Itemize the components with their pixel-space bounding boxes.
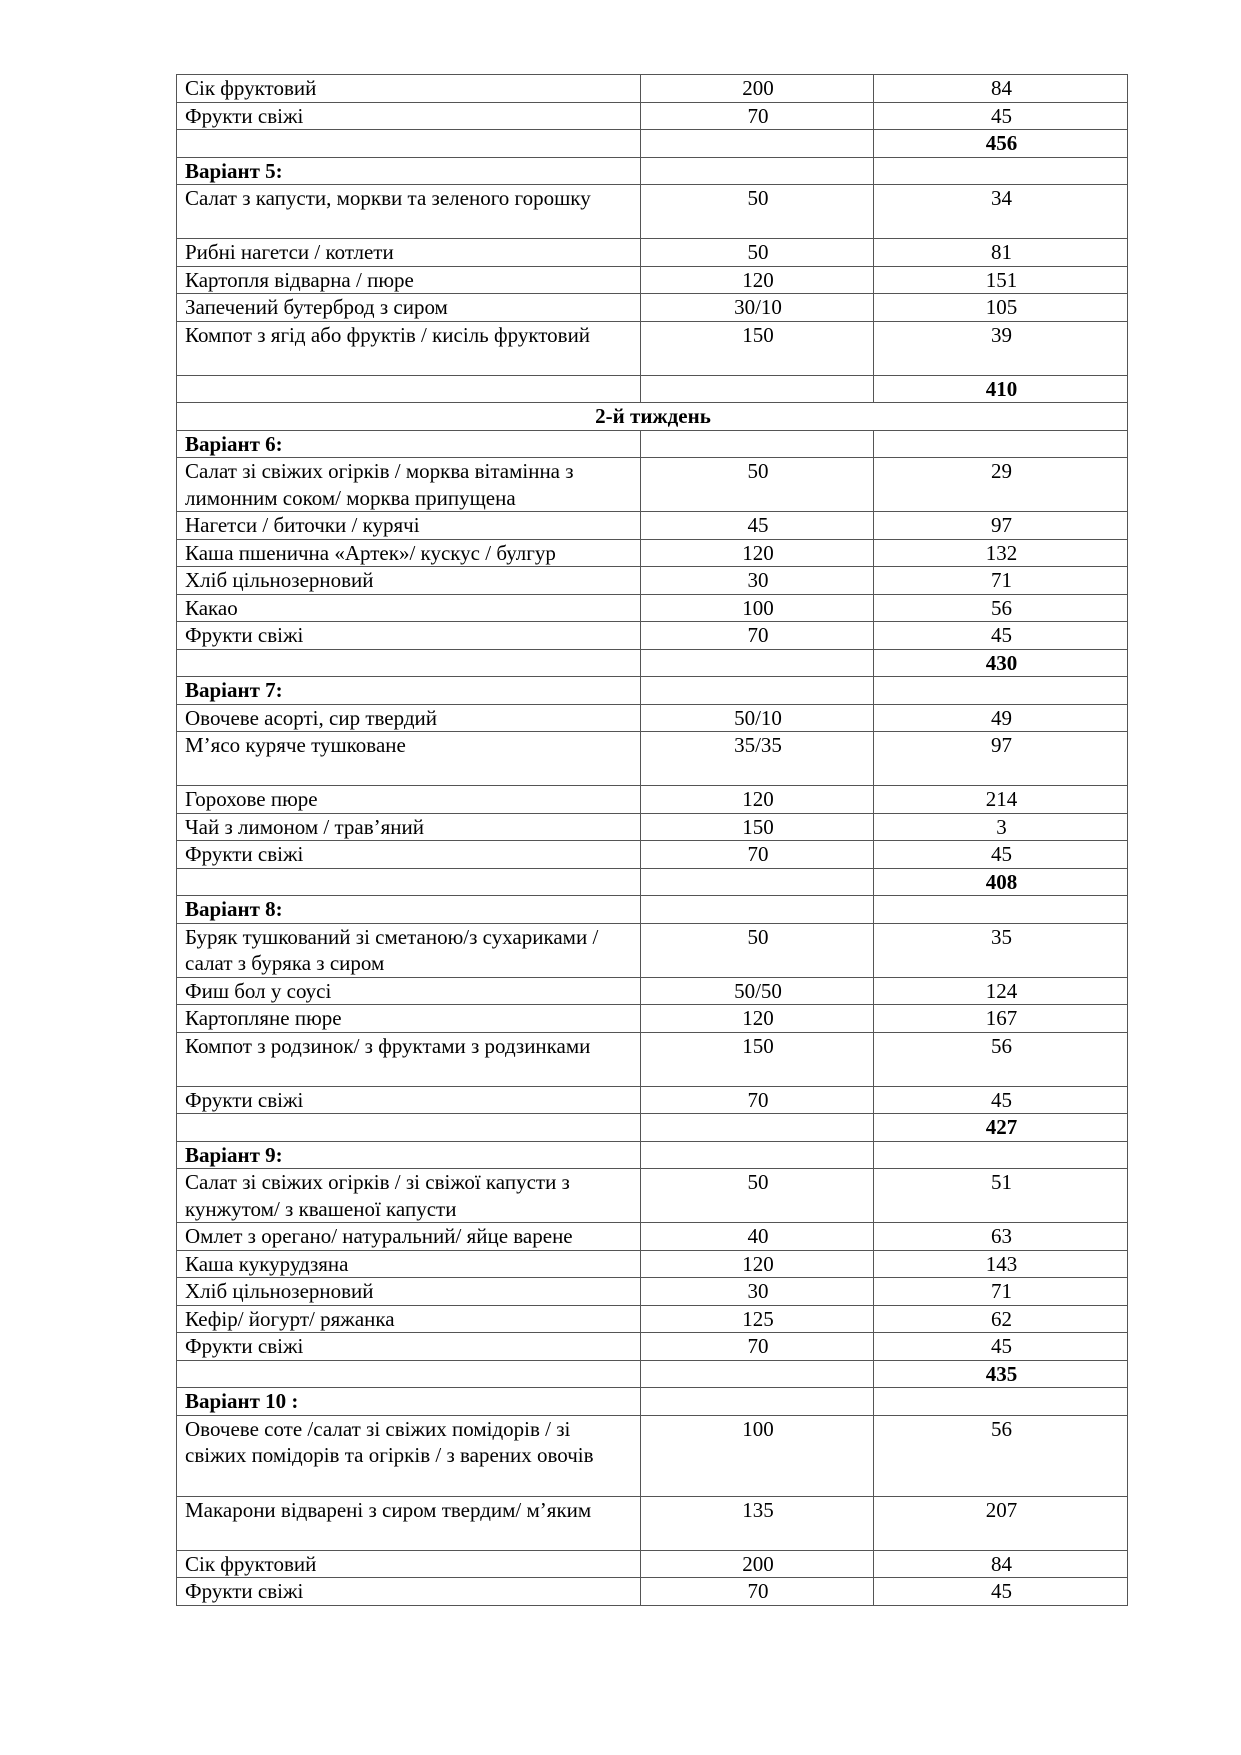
kcal-cell: 214 <box>874 786 1128 814</box>
dish-name-cell: Запечений бутерброд з сиром <box>177 294 641 322</box>
dish-name-cell: Компот з родзинок/ з фруктами з родзинками <box>177 1032 641 1086</box>
menu-item-row <box>177 1578 1128 1606</box>
kcal-cell: 34 <box>874 185 1128 239</box>
kcal-cell: 207 <box>874 1496 1128 1550</box>
dish-name-cell: Салат зі свіжих огірків / зі свіжої капусти з кунжутом/ з квашеної капусти <box>177 1169 641 1223</box>
dish-name-cell: Компот з ягід або фруктів / кисіль фруктовий <box>177 321 641 375</box>
dish-name-cell: Макарони відварені з сиром твердим/ м’яким <box>177 1496 641 1550</box>
weight-cell: 35/35 <box>641 732 874 786</box>
dish-name-cell: Нагетси / биточки / курячі <box>177 512 641 540</box>
menu-item-row <box>177 1550 1128 1578</box>
variant-label-cell: Варіант 6: <box>177 430 641 458</box>
weight-cell: 120 <box>641 266 874 294</box>
menu-item-row <box>177 294 1128 322</box>
total-row <box>177 1114 1128 1142</box>
total-row <box>177 130 1128 158</box>
kcal-cell: 49 <box>874 704 1128 732</box>
menu-item-row <box>177 567 1128 595</box>
dish-name-cell: Картопляне пюре <box>177 1005 641 1033</box>
kcal-cell: 132 <box>874 539 1128 567</box>
weight-cell: 50 <box>641 923 874 977</box>
kcal-cell: 71 <box>874 1278 1128 1306</box>
menu-item-row <box>177 841 1128 869</box>
variant-header-row <box>177 896 1128 924</box>
menu-item-row <box>177 1496 1128 1550</box>
empty-cell <box>177 1360 641 1388</box>
weight-cell: 70 <box>641 102 874 130</box>
menu-item-row <box>177 1415 1128 1496</box>
weight-cell: 30 <box>641 1278 874 1306</box>
menu-item-row <box>177 1250 1128 1278</box>
empty-cell <box>874 677 1128 705</box>
dish-name-cell: Горохове пюре <box>177 786 641 814</box>
weight-cell: 45 <box>641 512 874 540</box>
weight-cell: 50 <box>641 458 874 512</box>
kcal-cell: 39 <box>874 321 1128 375</box>
empty-cell <box>641 430 874 458</box>
menu-item-row <box>177 102 1128 130</box>
weight-cell: 100 <box>641 594 874 622</box>
kcal-cell: 45 <box>874 841 1128 869</box>
dish-name-cell: Фрукти свіжі <box>177 841 641 869</box>
menu-item-row <box>177 786 1128 814</box>
kcal-cell: 56 <box>874 1032 1128 1086</box>
menu-item-row <box>177 1086 1128 1114</box>
weight-cell: 150 <box>641 1032 874 1086</box>
total-kcal-cell: 430 <box>874 649 1128 677</box>
variant-header-row <box>177 430 1128 458</box>
weight-cell: 200 <box>641 75 874 103</box>
kcal-cell: 51 <box>874 1169 1128 1223</box>
weight-cell: 30 <box>641 567 874 595</box>
total-kcal-cell: 456 <box>874 130 1128 158</box>
menu-item-row <box>177 539 1128 567</box>
weight-cell: 50 <box>641 185 874 239</box>
total-kcal-cell: 410 <box>874 375 1128 403</box>
weight-cell: 70 <box>641 1333 874 1361</box>
menu-item-row <box>177 185 1128 239</box>
menu-item-row <box>177 813 1128 841</box>
menu-item-row <box>177 1305 1128 1333</box>
menu-item-row <box>177 622 1128 650</box>
menu-item-row <box>177 512 1128 540</box>
dish-name-cell: Сік фруктовий <box>177 75 641 103</box>
weight-cell: 120 <box>641 786 874 814</box>
week-header-row <box>177 403 1128 431</box>
dish-name-cell: Какао <box>177 594 641 622</box>
variant-label-cell: Варіант 7: <box>177 677 641 705</box>
menu-item-row <box>177 704 1128 732</box>
total-row <box>177 649 1128 677</box>
dish-name-cell: Фрукти свіжі <box>177 1086 641 1114</box>
variant-header-row <box>177 677 1128 705</box>
weight-cell: 120 <box>641 1250 874 1278</box>
empty-cell <box>641 868 874 896</box>
empty-cell <box>641 375 874 403</box>
variant-label-cell: Варіант 10 : <box>177 1388 641 1416</box>
dish-name-cell: Картопля відварна / пюре <box>177 266 641 294</box>
dish-name-cell: Рибні нагетси / котлети <box>177 239 641 267</box>
kcal-cell: 97 <box>874 512 1128 540</box>
menu-item-row <box>177 923 1128 977</box>
weight-cell: 70 <box>641 1578 874 1606</box>
weight-cell: 50/50 <box>641 977 874 1005</box>
menu-table <box>176 74 1128 1606</box>
empty-cell <box>874 1141 1128 1169</box>
dish-name-cell: Овочеве асорті, сир твердий <box>177 704 641 732</box>
empty-cell <box>177 375 641 403</box>
empty-cell <box>641 896 874 924</box>
weight-cell: 120 <box>641 539 874 567</box>
kcal-cell: 63 <box>874 1223 1128 1251</box>
kcal-cell: 56 <box>874 1415 1128 1496</box>
dish-name-cell: Хліб цільнозерновий <box>177 1278 641 1306</box>
empty-cell <box>641 157 874 185</box>
menu-item-row <box>177 1223 1128 1251</box>
weight-cell: 120 <box>641 1005 874 1033</box>
variant-label-cell: Варіант 9: <box>177 1141 641 1169</box>
dish-name-cell: Сік фруктовий <box>177 1550 641 1578</box>
empty-cell <box>641 130 874 158</box>
variant-label-cell: Варіант 5: <box>177 157 641 185</box>
kcal-cell: 45 <box>874 1086 1128 1114</box>
menu-table-body <box>177 75 1128 1606</box>
dish-name-cell: Фрукти свіжі <box>177 1578 641 1606</box>
kcal-cell: 84 <box>874 75 1128 103</box>
menu-item-row <box>177 594 1128 622</box>
dish-name-cell: М’ясо куряче тушковане <box>177 732 641 786</box>
menu-item-row <box>177 1333 1128 1361</box>
menu-item-row <box>177 1169 1128 1223</box>
kcal-cell: 29 <box>874 458 1128 512</box>
weight-cell: 150 <box>641 813 874 841</box>
kcal-cell: 45 <box>874 1333 1128 1361</box>
weight-cell: 50 <box>641 1169 874 1223</box>
empty-cell <box>641 677 874 705</box>
weight-cell: 40 <box>641 1223 874 1251</box>
dish-name-cell: Буряк тушкований зі сметаною/з сухариками /салат з буряка з сиром <box>177 923 641 977</box>
total-row <box>177 868 1128 896</box>
week-title-cell: 2-й тиждень <box>177 403 1128 431</box>
dish-name-cell: Хліб цільнозерновий <box>177 567 641 595</box>
weight-cell: 70 <box>641 1086 874 1114</box>
empty-cell <box>641 1114 874 1142</box>
dish-name-cell: Фрукти свіжі <box>177 102 641 130</box>
kcal-cell: 105 <box>874 294 1128 322</box>
menu-item-row <box>177 321 1128 375</box>
empty-cell <box>874 430 1128 458</box>
weight-cell: 135 <box>641 1496 874 1550</box>
dish-name-cell: Салат зі свіжих огірків / морква вітамінна з лимонним соком/ морква припущена <box>177 458 641 512</box>
kcal-cell: 143 <box>874 1250 1128 1278</box>
dish-name-cell: Омлет з орегано/ натуральний/ яйце варене <box>177 1223 641 1251</box>
empty-cell <box>177 649 641 677</box>
variant-header-row <box>177 157 1128 185</box>
dish-name-cell: Салат з капусти, моркви та зеленого горошку <box>177 185 641 239</box>
dish-name-cell: Фрукти свіжі <box>177 622 641 650</box>
dish-name-cell: Фиш бол у соусі <box>177 977 641 1005</box>
menu-item-row <box>177 977 1128 1005</box>
dish-name-cell: Каша кукурудзяна <box>177 1250 641 1278</box>
weight-cell: 70 <box>641 841 874 869</box>
variant-header-row <box>177 1388 1128 1416</box>
dish-name-cell: Фрукти свіжі <box>177 1333 641 1361</box>
empty-cell <box>874 157 1128 185</box>
weight-cell: 150 <box>641 321 874 375</box>
weight-cell: 50 <box>641 239 874 267</box>
menu-item-row <box>177 458 1128 512</box>
kcal-cell: 151 <box>874 266 1128 294</box>
weight-cell: 125 <box>641 1305 874 1333</box>
kcal-cell: 56 <box>874 594 1128 622</box>
weight-cell: 70 <box>641 622 874 650</box>
empty-cell <box>874 896 1128 924</box>
variant-label-cell: Варіант 8: <box>177 896 641 924</box>
menu-item-row <box>177 1278 1128 1306</box>
variant-header-row <box>177 1141 1128 1169</box>
empty-cell <box>177 130 641 158</box>
empty-cell <box>641 1360 874 1388</box>
menu-item-row <box>177 732 1128 786</box>
empty-cell <box>177 868 641 896</box>
empty-cell <box>177 1114 641 1142</box>
kcal-cell: 3 <box>874 813 1128 841</box>
kcal-cell: 124 <box>874 977 1128 1005</box>
total-row <box>177 1360 1128 1388</box>
total-kcal-cell: 408 <box>874 868 1128 896</box>
dish-name-cell: Каша пшенична «Артек»/ кускус / булгур <box>177 539 641 567</box>
kcal-cell: 97 <box>874 732 1128 786</box>
menu-item-row <box>177 1032 1128 1086</box>
menu-item-row <box>177 239 1128 267</box>
kcal-cell: 167 <box>874 1005 1128 1033</box>
weight-cell: 50/10 <box>641 704 874 732</box>
kcal-cell: 81 <box>874 239 1128 267</box>
kcal-cell: 71 <box>874 567 1128 595</box>
total-kcal-cell: 435 <box>874 1360 1128 1388</box>
empty-cell <box>641 1388 874 1416</box>
empty-cell <box>641 649 874 677</box>
kcal-cell: 45 <box>874 102 1128 130</box>
empty-cell <box>874 1388 1128 1416</box>
dish-name-cell: Овочеве соте /салат зі свіжих помідорів / зі свіжих помідорів та огірків / з варених овочів <box>177 1415 641 1496</box>
empty-cell <box>641 1141 874 1169</box>
weight-cell: 100 <box>641 1415 874 1496</box>
menu-item-row <box>177 75 1128 103</box>
total-kcal-cell: 427 <box>874 1114 1128 1142</box>
menu-item-row <box>177 266 1128 294</box>
menu-item-row <box>177 1005 1128 1033</box>
dish-name-cell: Кефір/ йогурт/ ряжанка <box>177 1305 641 1333</box>
total-row <box>177 375 1128 403</box>
kcal-cell: 62 <box>874 1305 1128 1333</box>
kcal-cell: 84 <box>874 1550 1128 1578</box>
kcal-cell: 35 <box>874 923 1128 977</box>
kcal-cell: 45 <box>874 1578 1128 1606</box>
kcal-cell: 45 <box>874 622 1128 650</box>
weight-cell: 200 <box>641 1550 874 1578</box>
weight-cell: 30/10 <box>641 294 874 322</box>
dish-name-cell: Чай з лимоном / трав’яний <box>177 813 641 841</box>
